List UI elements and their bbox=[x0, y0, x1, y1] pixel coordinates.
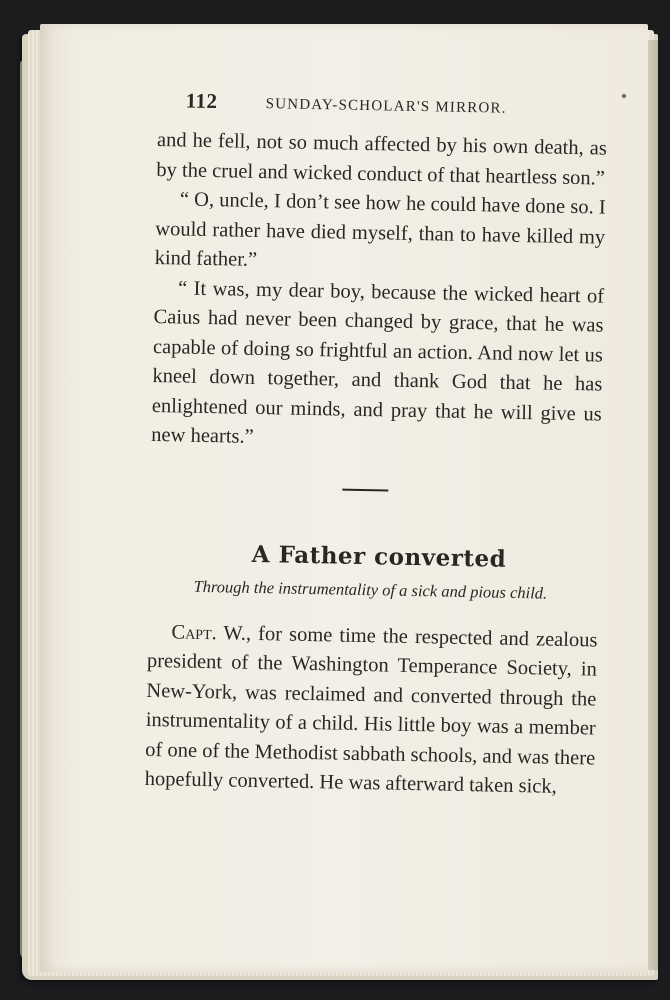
section-paragraph-text: W., for some time the respected and zealous president of the Washington Temperance Society, in New-York, was reclaimed and converted through the instrumentality of a child. His little boy was a member of one of the Methodist sabbath schools, and was there hopefully converted. He was afterward taken sick, bbox=[144, 621, 598, 798]
page-content bbox=[144, 86, 608, 803]
section-divider bbox=[149, 450, 601, 547]
section-title: A Father converted bbox=[251, 540, 507, 573]
section-lead-word: Capt. bbox=[171, 620, 217, 644]
page-number: 112 bbox=[185, 88, 218, 114]
paragraph-continuation: and he fell, not so much affected by his own death, as by the cruel and wicked conduct of that heartless son.” bbox=[156, 128, 608, 190]
section-subtitle: Through the instrumentality of a sick and pious child. bbox=[193, 576, 548, 603]
running-head: SUNDAY-SCHOLAR'S MIRROR. bbox=[265, 96, 507, 117]
paragraph-dialogue-nephew: “ O, uncle, I don’t see how he could have done so. I would rather have died myself, than to have killed my kind father.” bbox=[154, 188, 606, 271]
section-paragraph bbox=[144, 617, 597, 803]
divider-rule bbox=[342, 488, 388, 491]
paper-spot bbox=[622, 94, 626, 98]
paragraph-dialogue-uncle: “ It was, my dear boy, because the wicked heart of Caius had never been changed by grace, that he was capable of doing so frightful an action. And now let us kneel down together, and thank God that he has enlightened our minds, and pray that he will give us new hearts.” bbox=[151, 276, 605, 448]
